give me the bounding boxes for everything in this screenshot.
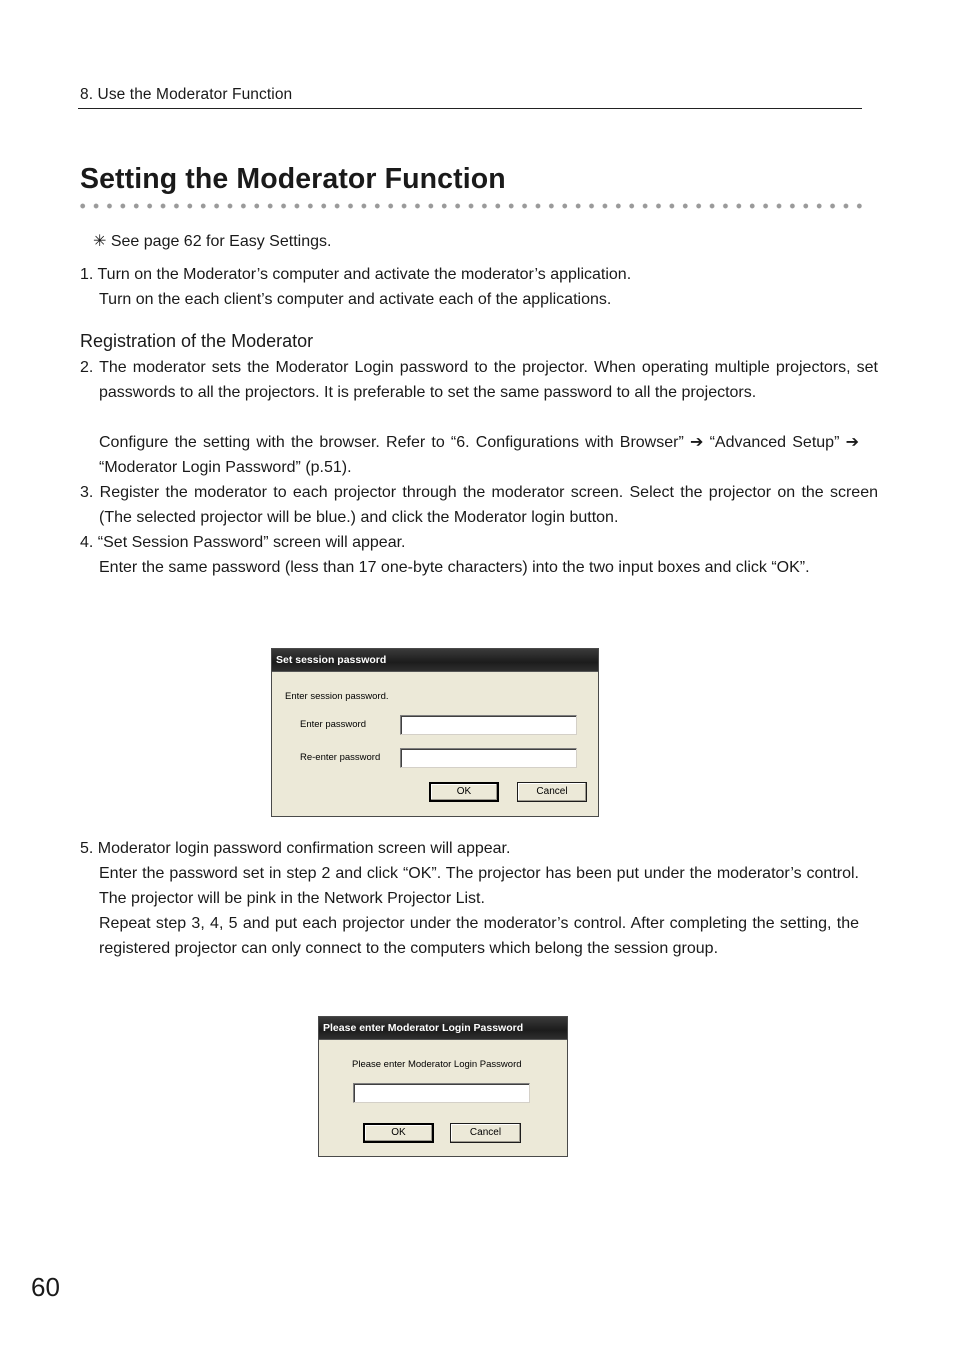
reenter-password-label: Re-enter password bbox=[300, 752, 381, 763]
header-rule bbox=[78, 108, 862, 109]
step-1-sub: Turn on the each client’s computer and activate each of the applications. bbox=[99, 291, 612, 308]
dotted-divider bbox=[76, 203, 866, 209]
ok-button[interactable]: OK bbox=[429, 782, 499, 802]
step-4: 4. “Set Session Password” screen will appear. bbox=[80, 534, 406, 551]
step-3: 3. Register the moderator to each projector through the moderator screen. Select the projector on the screen (The selected projector will be blue.) and click the Moderator login button. bbox=[80, 484, 878, 526]
enter-password-label: Enter password bbox=[300, 719, 367, 730]
step-4-sub: Enter the same password (less than 17 one-byte characters) into the two input boxes and click “OK”. bbox=[99, 559, 810, 576]
step-5-sub-2: Repeat step 3, 4, 5 and put each projector under the moderator’s control. After completing the setting, the registered projector can only connect to the computers which belong the session group. bbox=[99, 915, 859, 957]
moderator-password-input[interactable] bbox=[353, 1083, 530, 1103]
step-1: 1. Turn on the Moderator’s computer and activate the moderator’s application. bbox=[80, 266, 632, 283]
page-number: 60 bbox=[31, 1272, 60, 1302]
step-5-sub-1: Enter the password set in step 2 and click “OK”. The projector has been put under the moderator’s control. The projector will be pink in the Network Projector List. bbox=[99, 865, 859, 907]
page-title: Setting the Moderator Function bbox=[80, 163, 506, 195]
dialog-instruction: Please enter Moderator Login Password bbox=[352, 1059, 522, 1070]
reenter-password-input[interactable] bbox=[400, 748, 577, 768]
dialog-titlebar[interactable]: Please enter Moderator Login Password bbox=[319, 1017, 567, 1040]
easy-settings-note: ✳ See page 62 for Easy Settings. bbox=[93, 233, 332, 250]
cancel-button[interactable]: Cancel bbox=[517, 782, 587, 802]
cancel-button[interactable]: Cancel bbox=[450, 1123, 521, 1143]
enter-password-input[interactable] bbox=[400, 715, 577, 735]
set-session-password-dialog bbox=[271, 648, 599, 817]
dialog-instruction: Enter session password. bbox=[285, 691, 389, 702]
section-subheading: Registration of the Moderator bbox=[80, 331, 314, 351]
dialog-titlebar[interactable]: Set session password bbox=[272, 649, 598, 672]
step-2: 2. The moderator sets the Moderator Login password to the projector. When operating multiple projectors, set passwords to all the projectors. It is preferable to set the same password to all the projectors. bbox=[80, 359, 878, 401]
moderator-login-dialog bbox=[318, 1016, 568, 1157]
step-5: 5. Moderator login password confirmation screen will appear. bbox=[80, 840, 511, 857]
running-header: 8. Use the Moderator Function bbox=[80, 86, 293, 103]
ok-button[interactable]: OK bbox=[363, 1123, 434, 1143]
step-2-sub: Configure the setting with the browser. Refer to “6. Configurations with Browser” ➔ “Advanced Setup” ➔ “Moderator Login Password” (p.51). bbox=[99, 434, 859, 476]
